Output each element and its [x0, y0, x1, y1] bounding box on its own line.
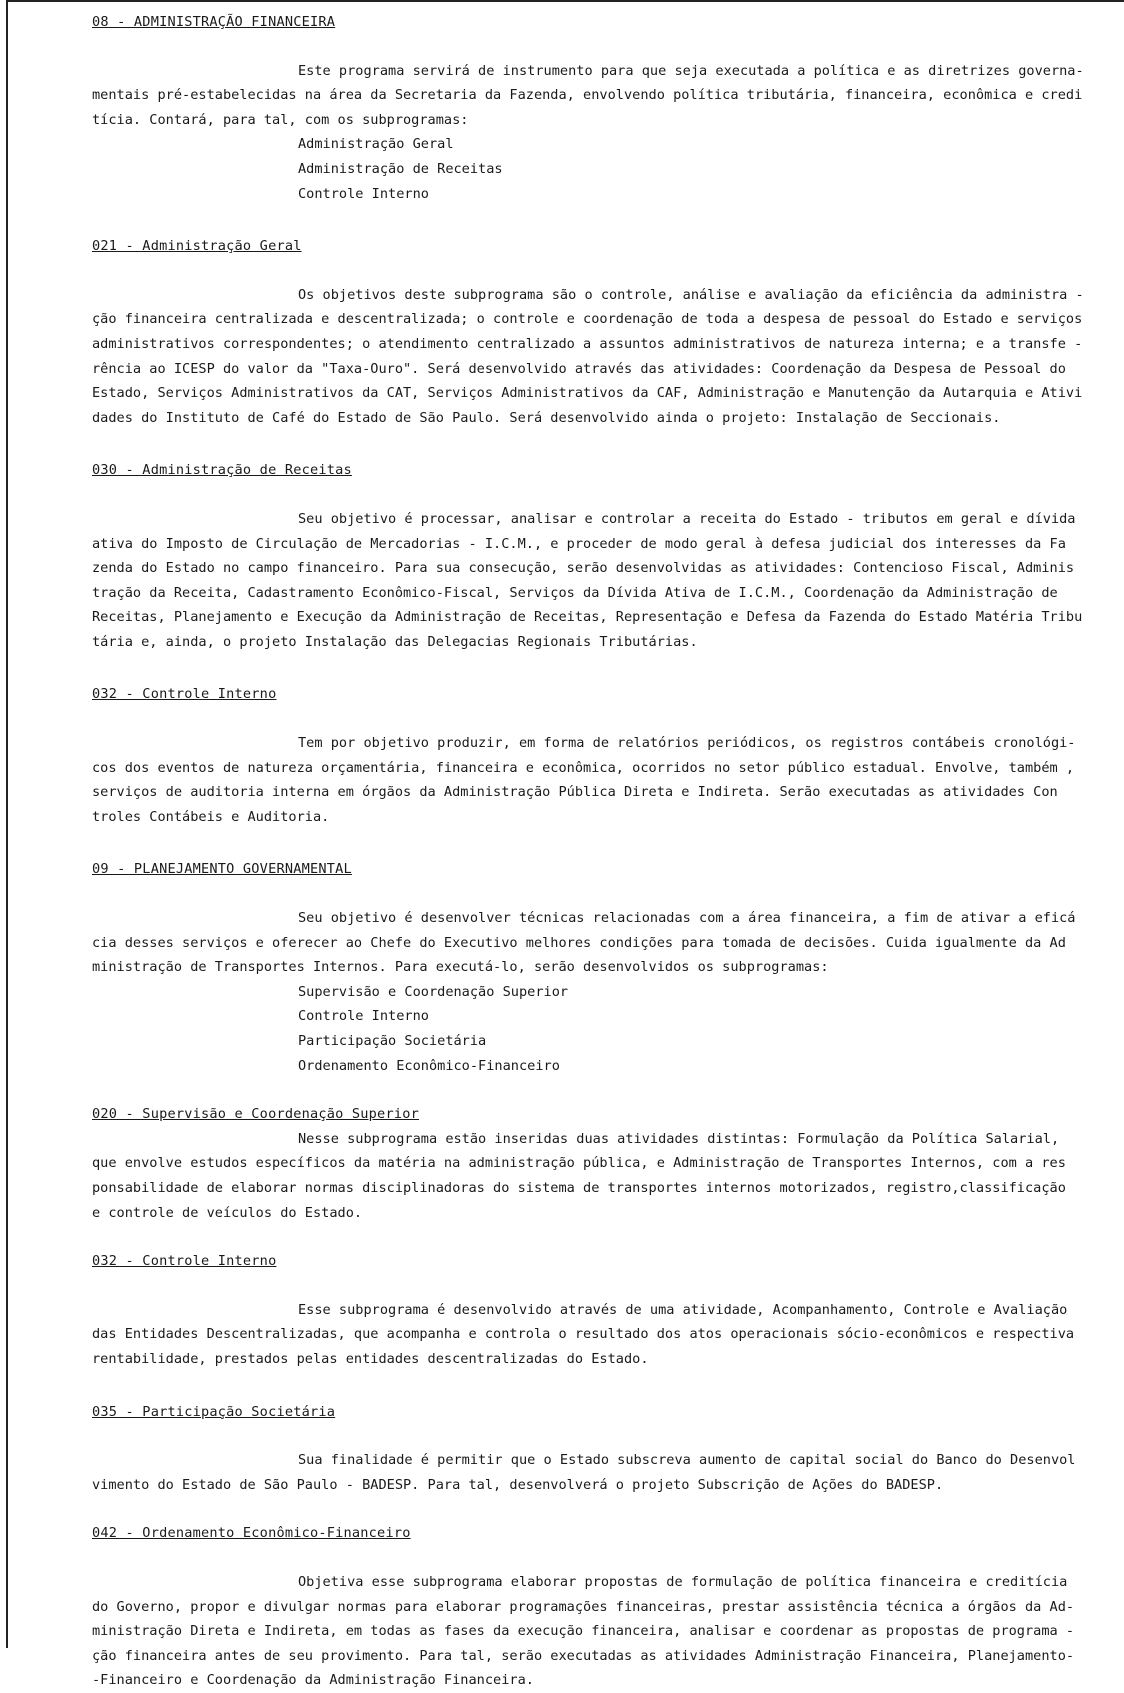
section-032-a: [92, 682, 1092, 829]
paragraph-line: Este programa servirá de instrumento para que seja executada a política e as diretrizes governa-: [298, 62, 1084, 79]
paragraph-line: que envolve estudos específicos da matéria na administração pública, e Administração de Transportes Internos, com a res: [92, 1155, 1066, 1172]
section-heading: 021 - Administração Geral: [92, 238, 302, 255]
paragraph-line: Tem por objetivo produzir, em forma de relatórios periódicos, os registros contábeis cronológi-: [298, 735, 1076, 752]
paragraph-line: tícia. Contará, para tal, com os subprogramas:: [92, 111, 469, 128]
paragraph-line: Objetiva esse subprograma elaborar propostas de formulação de política financeira e creditícia: [298, 1573, 1068, 1590]
paragraph-line: Estado, Serviços Administrativos da CAT, Serviços Administrativos da CAF, Administração e Manutenção da Autarquia e Ativi: [92, 385, 1083, 402]
list-item: Controle Interno: [298, 185, 429, 202]
paragraph-line: ministração de Transportes Internos. Para executá-lo, serão desenvolvidos os subprogramas:: [92, 959, 829, 976]
paragraph-line: e controle de veículos do Estado.: [92, 1204, 363, 1221]
paragraph-line: Sua finalidade é permitir que o Estado subscreva aumento de capital social do Banco do Desenvol: [298, 1452, 1076, 1469]
document-body: [92, 10, 1092, 1693]
paragraph-line: ponsabilidade de elaborar normas disciplinadoras do sistema de transportes internos motorizados, registro,classificação: [92, 1179, 1066, 1196]
paragraph-line: ção financeira antes de seu provimento. Para tal, serão executadas as atividades Administração Financeira, Planejamento-: [92, 1647, 1075, 1664]
section-heading: 09 - PLANEJAMENTO GOVERNAMENTAL: [92, 861, 352, 878]
paragraph-line: Nesse subprograma estão inseridas duas atividades distintas: Formulação da Política Salarial,: [298, 1130, 1060, 1147]
section-paragraph: [92, 731, 1092, 829]
paragraph-line: zenda do Estado no campo financeiro. Para sua consecução, serão desenvolvidas as atividades: Contencioso Fiscal, Adminis: [92, 560, 1075, 577]
paragraph-line: ministração Direta e Indireta, em todas as fases da execução financeira, analisar e coordenar as propostas de programa -: [92, 1623, 1075, 1640]
section-heading: 08 - ADMINISTRAÇÃO FINANCEIRA: [92, 14, 336, 30]
section-paragraph: [92, 1448, 1092, 1497]
top-border-rule: [6, 0, 1124, 2]
list-item: Administração Geral: [298, 136, 454, 153]
section-032-b: [92, 1249, 1092, 1371]
subprogram-list: [92, 980, 1092, 1078]
paragraph-line: Receitas, Planejamento e Execução da Administração de Receitas, Representação e Defesa da Fazenda do Estado Matéria Tribu: [92, 609, 1083, 626]
subprogram-list: [92, 132, 1092, 206]
paragraph-line: Seu objetivo é processar, analisar e controlar a receita do Estado - tributos em geral e dívida: [298, 510, 1076, 527]
paragraph-line: Esse subprograma é desenvolvido através de uma atividade, Acompanhamento, Controle e Avaliação: [298, 1301, 1068, 1318]
list-item: Administração de Receitas: [298, 160, 503, 177]
paragraph-line: cia desses serviços e oferecer ao Chefe do Executivo melhores condições para tomada de decisões. Cuida igualmente da Ad: [92, 934, 1066, 951]
section-heading: 032 - Controle Interno: [92, 686, 277, 703]
section-paragraph: [92, 507, 1092, 655]
section-08: [92, 10, 1092, 206]
section-042: [92, 1521, 1092, 1693]
paragraph-line: ativa do Imposto de Circulação de Mercadorias - I.C.M., e proceder de modo geral à defesa judicial dos interesses da Fa: [92, 535, 1066, 552]
list-item: Ordenamento Econômico-Financeiro: [298, 1057, 560, 1074]
paragraph-line: dades do Instituto de Café do Estado de São Paulo. Será desenvolvido ainda o projeto: Instalação de Seccionais.: [92, 409, 1001, 426]
section-paragraph: [92, 1127, 1092, 1225]
section-heading: 030 - Administração de Receitas: [92, 462, 352, 479]
paragraph-line: do Governo, propor e divulgar normas para elaborar programações financeiras, prestar assistência técnica a órgãos da Ad-: [92, 1598, 1075, 1615]
section-paragraph: [92, 1298, 1092, 1372]
list-item: Supervisão e Coordenação Superior: [298, 983, 569, 1000]
paragraph-line: troles Contábeis e Auditoria.: [92, 808, 330, 825]
list-item: Controle Interno: [298, 1008, 429, 1025]
section-paragraph: [92, 283, 1092, 431]
section-035: [92, 1400, 1092, 1498]
list-item: Participação Societária: [298, 1033, 487, 1049]
section-020: [92, 1102, 1092, 1225]
section-paragraph: [92, 59, 1092, 133]
paragraph-line: ção financeira centralizada e descentralizada; o controle e coordenação de toda a despesa de pessoal do Estado e serviços: [92, 311, 1083, 328]
left-border-rule: [6, 0, 8, 1648]
section-paragraph: [92, 906, 1092, 980]
section-heading: 020 - Supervisão e Coordenação Superior: [92, 1106, 419, 1123]
paragraph-line: rentabilidade, prestados pelas entidades descentralizadas do Estado.: [92, 1350, 649, 1367]
paragraph-line: administrativos correspondentes; o atendimento centralizado a assuntos administrativos de natureza interna; e a transfe -: [92, 335, 1083, 352]
section-paragraph: [92, 1570, 1092, 1693]
section-heading: 032 - Controle Interno: [92, 1253, 277, 1270]
section-030: [92, 458, 1092, 654]
paragraph-line: Seu objetivo é desenvolver técnicas relacionadas com a área financeira, a fim de ativar a eficá: [298, 910, 1076, 927]
section-021: [92, 234, 1092, 430]
paragraph-line: -Financeiro e Coordenação da Administração Financeira.: [92, 1672, 534, 1689]
paragraph-line: Os objetivos deste subprograma são o controle, análise e avaliação da eficiência da administra -: [298, 286, 1084, 303]
paragraph-line: tária e, ainda, o projeto Instalação das Delegacias Regionais Tributárias.: [92, 633, 698, 650]
paragraph-line: serviços de auditoria interna em órgãos da Administração Pública Direta e Indireta. Serão executadas as atividades Con: [92, 784, 1058, 801]
section-09: [92, 857, 1092, 1078]
paragraph-line: rência ao ICESP do valor da "Taxa-Ouro". Será desenvolvido através das atividades: Coordenação da Despesa de Pessoal do: [92, 360, 1066, 377]
paragraph-line: tração da Receita, Cadastramento Econômico-Fiscal, Serviços da Dívida Ativa de I.C.M., Coordenação da Administração de: [92, 584, 1058, 601]
section-heading: 042 - Ordenamento Econômico-Financeiro: [92, 1525, 411, 1542]
paragraph-line: das Entidades Descentralizadas, que acompanha e controla o resultado dos atos operacionais sócio-econômicos e respectiva: [92, 1326, 1075, 1343]
paragraph-line: vimento do Estado de São Paulo - BADESP. Para tal, desenvolverá o projeto Subscrição de Ações do BADESP.: [92, 1476, 944, 1493]
section-heading: 035 - Participação Societária: [92, 1403, 336, 1420]
paragraph-line: mentais pré-estabelecidas na área da Secretaria da Fazenda, envolvendo política tributária, financeira, econômica e credi: [92, 87, 1083, 104]
paragraph-line: cos dos eventos de natureza orçamentária, financeira e econômica, ocorridos no setor público estadual. Envolve, também ,: [92, 759, 1075, 776]
